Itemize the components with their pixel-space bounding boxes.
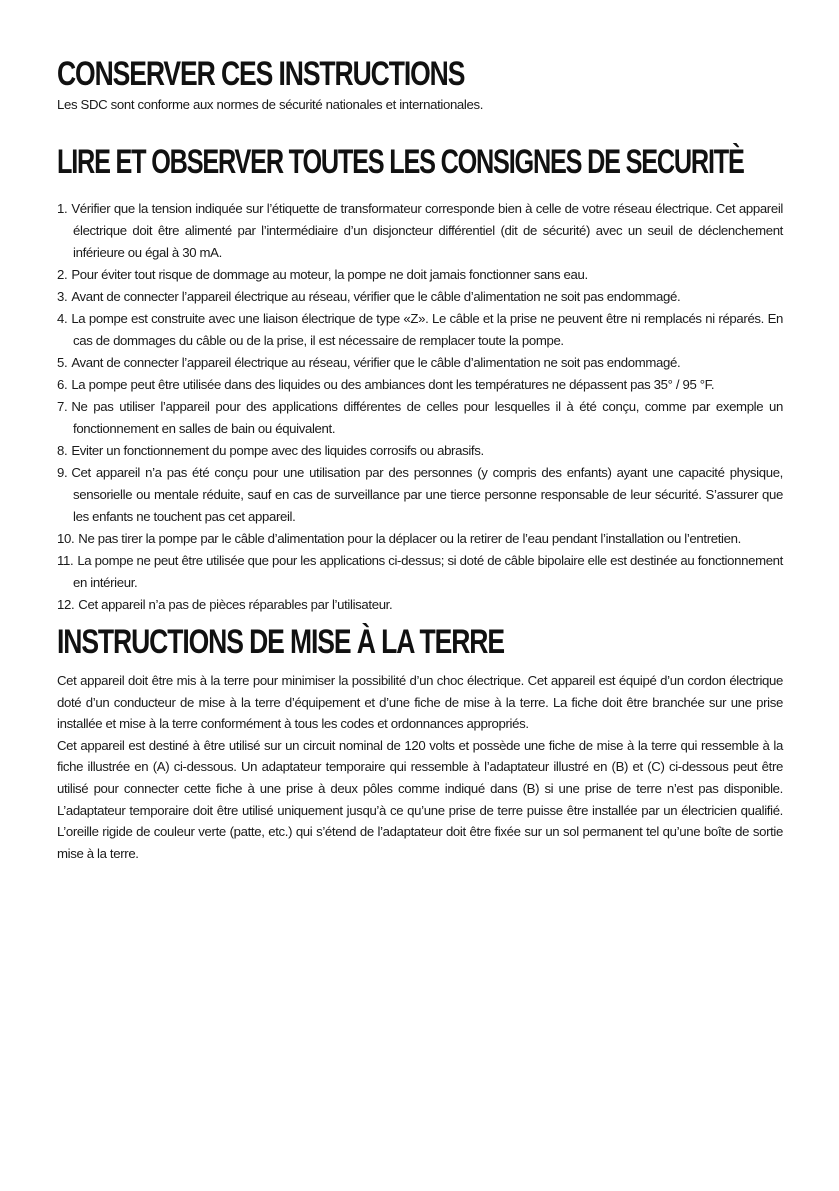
list-item: 9. Cet appareil n’a pas été conçu pour une utilisation par des personnes (y compris des enfants) ayant une capacité physique, sensorielle ou mentale réduite, sauf en cas de surveillance par une tierce personne responsable de leur sécurité. S’assurer que les enfants ne touchent pas cet appareil. xyxy=(57,465,783,524)
list-item: 10. Ne pas tirer la pompe par le câble d’alimentation pour la déplacer ou la retirer de l’eau pendant l’installation ou l’entretien. xyxy=(57,531,741,546)
grounding-paragraph-1: Cet appareil doit être mis à la terre pour minimiser la possibilité d’un choc électrique. Cet appareil est équipé d’un cordon électrique doté d’un conducteur de mise à la terre d’équipement et d’une fiche de mise à la terre. La fiche doit être branchée sur une prise installée et mise à la terre conformément à tous les codes et ordonnances appropriés. xyxy=(57,673,783,732)
grounding-paragraph-2: Cet appareil est destiné à être utilisé sur un circuit nominal de 120 volts et possède une fiche de mise à la terre qui ressemble à la fiche illustrée en (A) ci-dessous. Un adaptateur temporaire qui ressemble à l’adaptateur illustré en (B) et (C) ci-dessous peut être utilisé pour connecter cette fiche à une prise à deux pôles comme indiqué dans (B) si une prise de terre n’est pas disponible. L’adaptateur temporaire doit être utilisé uniquement jusqu’à ce qu’une prise de terre puisse être installée par un électricien qualifié. L’oreille rigide de couleur verte (patte, etc.) qui s’étend de l’adaptateur doit être fixée sur un sol permanent tel qu’une boîte de sortie mise à la terre. xyxy=(57,737,783,861)
list-item: 12. Cet appareil n’a pas de pièces réparables par l’utilisateur. xyxy=(57,597,393,612)
heading-grounding-instructions: INSTRUCTIONS DE MISE À LA TERRE xyxy=(57,623,504,661)
list-item: 2. Pour éviter tout risque de dommage au moteur, la pompe ne doit jamais fonctionner sans eau. xyxy=(57,267,588,282)
list-item: 8. Eviter un fonctionnement du pompe avec des liquides corrosifs ou abrasifs. xyxy=(57,443,484,458)
list-item: 7. Ne pas utiliser l’appareil pour des applications différentes de celles pour lesquelles il à été conçu, comme par exemple un fonctionnement en salles de bain ou équivalent. xyxy=(57,399,783,436)
heading-safety-instructions: LIRE ET OBSERVER TOUTES LES CONSIGNES DE SECURITÈ xyxy=(57,143,744,181)
list-item: 1. Vérifier que la tension indiquée sur l’étiquette de transformateur corresponde bien à celle de votre réseau électrique. Cet appareil électrique doit être alimenté par l’intermédiaire d’un disjoncteur différentiel (dit de sécurité) avec un seuil de déclenchement inférieure ou égal à 30 mA. xyxy=(57,201,783,260)
list-item: 6. La pompe peut être utilisée dans des liquides ou des ambiances dont les températures ne dépassent pas 35° / 95 °F. xyxy=(57,377,715,392)
document-page xyxy=(57,56,783,864)
conformity-statement: Les SDC sont conforme aux normes de sécurité nationales et internationales. xyxy=(57,97,484,112)
list-item: 11. La pompe ne peut être utilisée que pour les applications ci-dessus; si doté de câble bipolaire elle est destinée au fonctionnement en intérieur. xyxy=(57,553,783,590)
heading-conserver-instructions: CONSERVER CES INSTRUCTIONS xyxy=(57,55,465,93)
list-item: 4. La pompe est construite avec une liaison électrique de type «Z». Le câble et la prise ne peuvent être ni remplacés ni réparés. En cas de dommages du câble ou de la prise, il est nécessaire de remplacer toute la pompe. xyxy=(57,311,783,348)
list-item: 5. Avant de connecter l’appareil électrique au réseau, vérifier que le câble d’alimentation ne soit pas endommagé. xyxy=(57,355,681,370)
safety-rules-list xyxy=(57,198,783,616)
list-item: 3. Avant de connecter l’appareil électrique au réseau, vérifier que le câble d’alimentation ne soit pas endommagé. xyxy=(57,289,681,304)
